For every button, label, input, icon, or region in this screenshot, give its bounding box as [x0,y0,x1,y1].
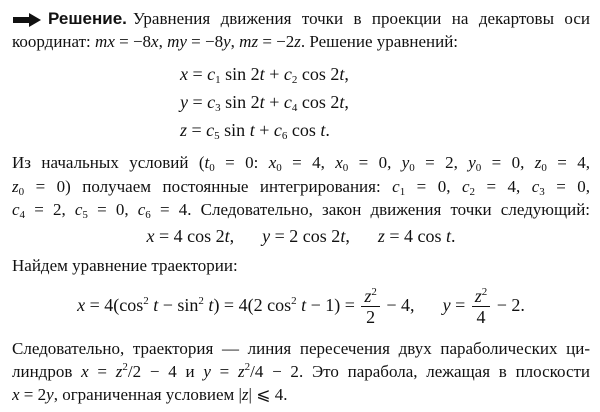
solution-y: $y = c_3$ $\sin 2t + c_4$ cos 2t, [180,92,349,114]
arrow-right-icon [12,12,42,28]
intro-line [12,8,590,30]
law-of-motion: x = 4 cos 2t, y = 2 cos 2t, z = 4 cos t. [146,226,456,246]
solution-text: Решение уравнений: [309,32,459,51]
conclusion-line-3: x = 2y, ограниченная условием |z| ⩽ 4. [12,385,288,404]
coords-label: координат: [12,32,91,51]
conclusion-line-2: линдров $x = z^2/2 - 4$ и $y = z^2/4 - 2$. Это парабола, лежащая в плоскости [12,361,590,381]
equations-line: координат: mx ¨ = −8x, my ¨ = −8y, mz ¨ = −2z. Решение уравнений: [12,31,590,53]
solution-z: $z = c_5$ $\sin t + c_6$ cos t. [180,120,330,142]
conclusion-line-1: Следовательно, траектория — линия пересечения двух параболических ци- [12,339,590,358]
initial-conditions-line-3: $c_4 = 2$, $c_5 = 0$, $c_6 = 4$. Следовательно, закон движения точки следующий: [12,200,590,221]
fraction-z2-over-2: $\frac{z^2}{2}$ [361,286,380,327]
fraction-z2-over-4: $\frac{z^2}{4}$ [472,286,491,327]
initial-conditions-line-2: z $˙_0 = 0$) получаем постоянные интегрирования: $c_1 = 0$, $c_2 = 4$, $c_3 = 0$, [12,176,590,198]
intro-text: Уравнения движения точки в проекции на декартовы оси [132,9,590,28]
find-trajectory-line: Найдем уравнение траектории: [12,256,238,275]
initial-conditions-line-1: Из начальных условий ($t_0 = 0$: $x_0 = 4$, x $˙_0 = 0$, $y_0 = 2$, y $˙_0 = 0$, $z_0 = 4$, [12,152,590,174]
trajectory-equation: $x = 4(\cos^2$ $t - \sin^2 t) = 4(2$ $\cos^2 t - 1$) = $\frac{z^2}{2}$ − 4, y = $\frac{z^2}{4}$ − 2. [77,286,525,328]
solution-x: $x = c_1$ $\sin 2t + c_2$ cos 2t, [180,64,349,86]
solution-heading: Решение. [48,9,127,28]
